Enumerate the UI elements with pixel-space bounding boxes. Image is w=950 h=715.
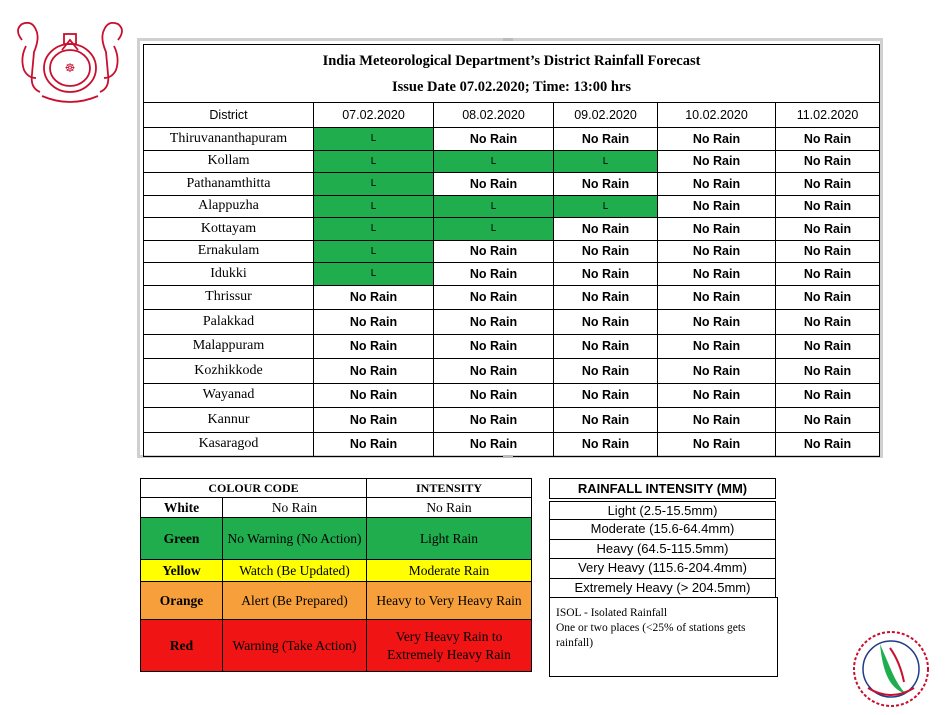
date-column-header: 07.02.2020 xyxy=(314,103,434,128)
forecast-cell: No Rain xyxy=(776,334,880,359)
forecast-cell: No Rain xyxy=(658,359,776,384)
colour-code-action: Warning (Take Action) xyxy=(223,620,367,672)
colour-name: Red xyxy=(141,620,223,672)
colour-code-row xyxy=(141,620,532,672)
forecast-cell: No Rain xyxy=(554,285,658,310)
colour-intensity: No Rain xyxy=(367,498,532,518)
forecast-row xyxy=(144,150,880,173)
colour-code-action: Alert (Be Prepared) xyxy=(223,582,367,620)
colour-name: White xyxy=(141,498,223,518)
forecast-row xyxy=(144,383,880,408)
forecast-cell: No Rain xyxy=(434,383,554,408)
colour-intensity: Light Rain xyxy=(367,518,532,560)
forecast-row xyxy=(144,263,880,286)
kerala-emblem-icon xyxy=(6,12,134,110)
forecast-title: India Meteorological Department’s District Rainfall Forecast xyxy=(322,52,701,69)
district-name: Thiruvananthapuram xyxy=(144,128,314,151)
district-name: Kottayam xyxy=(144,218,314,241)
forecast-cell: No Rain xyxy=(434,334,554,359)
district-name: Alappuzha xyxy=(144,195,314,218)
colour-code-row xyxy=(141,560,532,582)
colour-code-row xyxy=(141,518,532,560)
date-column-header: 09.02.2020 xyxy=(554,103,658,128)
forecast-row xyxy=(144,432,880,457)
forecast-cell: L xyxy=(314,240,434,263)
forecast-cell: No Rain xyxy=(658,383,776,408)
forecast-cell: No Rain xyxy=(314,359,434,384)
forecast-cell: No Rain xyxy=(554,383,658,408)
forecast-cell: L xyxy=(554,195,658,218)
forecast-cell: No Rain xyxy=(776,195,880,218)
district-name: Pathanamthitta xyxy=(144,173,314,196)
forecast-cell: No Rain xyxy=(554,218,658,241)
rainfall-intensity-legend xyxy=(549,478,776,598)
forecast-cell: L xyxy=(434,150,554,173)
forecast-cell: No Rain xyxy=(776,128,880,151)
forecast-cell: No Rain xyxy=(554,408,658,433)
forecast-cell: No Rain xyxy=(658,408,776,433)
forecast-cell: No Rain xyxy=(554,263,658,286)
colour-name: Green xyxy=(141,518,223,560)
colour-code-action: Watch (Be Updated) xyxy=(223,560,367,582)
intensity-header: INTENSITY xyxy=(367,479,532,498)
colour-intensity: Moderate Rain xyxy=(367,560,532,582)
forecast-cell: No Rain xyxy=(776,173,880,196)
colour-code-row xyxy=(141,498,532,518)
district-name: Ernakulam xyxy=(144,240,314,263)
forecast-cell: No Rain xyxy=(554,128,658,151)
ksdma-logo-icon xyxy=(850,628,932,710)
forecast-cell: No Rain xyxy=(658,240,776,263)
forecast-cell: No Rain xyxy=(554,173,658,196)
isol-note-line: ISOL - Isolated Rainfall xyxy=(556,607,668,619)
forecast-cell: No Rain xyxy=(658,150,776,173)
forecast-cell: L xyxy=(434,195,554,218)
forecast-cell: No Rain xyxy=(776,408,880,433)
colour-code-table xyxy=(140,478,532,672)
forecast-cell: No Rain xyxy=(314,408,434,433)
forecast-cell: L xyxy=(314,128,434,151)
forecast-cell: No Rain xyxy=(434,359,554,384)
forecast-cell: No Rain xyxy=(434,128,554,151)
date-column-header: 11.02.2020 xyxy=(776,103,880,128)
forecast-cell: No Rain xyxy=(776,218,880,241)
forecast-cell: No Rain xyxy=(658,218,776,241)
forecast-cell: No Rain xyxy=(434,432,554,457)
forecast-row xyxy=(144,310,880,335)
colour-name: Orange xyxy=(141,582,223,620)
forecast-cell: L xyxy=(434,218,554,241)
forecast-cell: No Rain xyxy=(658,285,776,310)
forecast-row xyxy=(144,359,880,384)
forecast-cell: No Rain xyxy=(434,263,554,286)
forecast-cell: L xyxy=(314,218,434,241)
district-name: Malappuram xyxy=(144,334,314,359)
forecast-row xyxy=(144,195,880,218)
forecast-cell: No Rain xyxy=(314,334,434,359)
forecast-cell: No Rain xyxy=(554,334,658,359)
forecast-cell: L xyxy=(554,150,658,173)
forecast-cell: No Rain xyxy=(434,408,554,433)
district-name: Wayanad xyxy=(144,383,314,408)
forecast-panel xyxy=(137,38,883,458)
forecast-cell: No Rain xyxy=(658,432,776,457)
forecast-cell: L xyxy=(314,150,434,173)
forecast-cell: No Rain xyxy=(776,240,880,263)
forecast-row xyxy=(144,128,880,151)
forecast-cell: No Rain xyxy=(314,310,434,335)
forecast-row xyxy=(144,334,880,359)
forecast-cell: No Rain xyxy=(776,285,880,310)
forecast-row xyxy=(144,408,880,433)
issue-date-line: Issue Date 07.02.2020; Time: 13:00 hrs xyxy=(391,78,632,95)
intensity-row: Heavy (64.5-115.5mm) xyxy=(549,540,776,559)
district-name: Thrissur xyxy=(144,285,314,310)
forecast-row xyxy=(144,285,880,310)
forecast-cell: No Rain xyxy=(658,128,776,151)
forecast-cell: No Rain xyxy=(554,359,658,384)
forecast-cell: No Rain xyxy=(776,359,880,384)
forecast-cell: No Rain xyxy=(314,285,434,310)
colour-name: Yellow xyxy=(141,560,223,582)
colour-intensity: Very Heavy Rain to Extremely Heavy Rain xyxy=(367,620,532,672)
forecast-cell: No Rain xyxy=(554,310,658,335)
colour-intensity: Heavy to Very Heavy Rain xyxy=(367,582,532,620)
district-name: Kozhikkode xyxy=(144,359,314,384)
forecast-cell: No Rain xyxy=(434,240,554,263)
district-name: Palakkad xyxy=(144,310,314,335)
district-name: Idukki xyxy=(144,263,314,286)
forecast-cell: No Rain xyxy=(658,310,776,335)
forecast-cell: L xyxy=(314,263,434,286)
forecast-row xyxy=(144,240,880,263)
forecast-cell: No Rain xyxy=(434,285,554,310)
forecast-row xyxy=(144,218,880,241)
forecast-cell: No Rain xyxy=(314,383,434,408)
intensity-row: Light (2.5-15.5mm) xyxy=(549,501,776,520)
forecast-row xyxy=(144,173,880,196)
forecast-cell: No Rain xyxy=(434,173,554,196)
forecast-cell: L xyxy=(314,195,434,218)
forecast-cell: No Rain xyxy=(554,432,658,457)
forecast-cell: No Rain xyxy=(658,173,776,196)
colour-code-action: No Rain xyxy=(223,498,367,518)
rainfall-intensity-title: RAINFALL INTENSITY (MM) xyxy=(549,478,776,499)
forecast-cell: No Rain xyxy=(776,263,880,286)
intensity-row: Extremely Heavy (> 204.5mm) xyxy=(549,579,776,598)
forecast-cell: No Rain xyxy=(658,334,776,359)
colour-code-row xyxy=(141,582,532,620)
isol-note-box xyxy=(549,597,778,677)
forecast-cell: No Rain xyxy=(776,432,880,457)
date-column-header: 10.02.2020 xyxy=(658,103,776,128)
intensity-row: Moderate (15.6-64.4mm) xyxy=(549,520,776,539)
district-name: Kollam xyxy=(144,150,314,173)
colour-code-header: COLOUR CODE xyxy=(141,479,367,498)
forecast-title-block xyxy=(144,45,880,103)
forecast-cell: L xyxy=(314,173,434,196)
date-column-header: 08.02.2020 xyxy=(434,103,554,128)
forecast-cell: No Rain xyxy=(776,150,880,173)
isol-note-line: One or two places (<25% of stations gets rainfall) xyxy=(556,622,746,649)
forecast-cell: No Rain xyxy=(554,240,658,263)
forecast-cell: No Rain xyxy=(658,263,776,286)
intensity-row: Very Heavy (115.6-204.4mm) xyxy=(549,559,776,578)
district-name: Kasaragod xyxy=(144,432,314,457)
forecast-cell: No Rain xyxy=(314,432,434,457)
colour-code-action: No Warning (No Action) xyxy=(223,518,367,560)
forecast-cell: No Rain xyxy=(658,195,776,218)
forecast-cell: No Rain xyxy=(434,310,554,335)
forecast-cell: No Rain xyxy=(776,383,880,408)
district-name: Kannur xyxy=(144,408,314,433)
svg-text:☸: ☸ xyxy=(64,61,76,75)
district-column-header: District xyxy=(144,103,314,128)
district-forecast-table xyxy=(143,44,880,457)
forecast-cell: No Rain xyxy=(776,310,880,335)
